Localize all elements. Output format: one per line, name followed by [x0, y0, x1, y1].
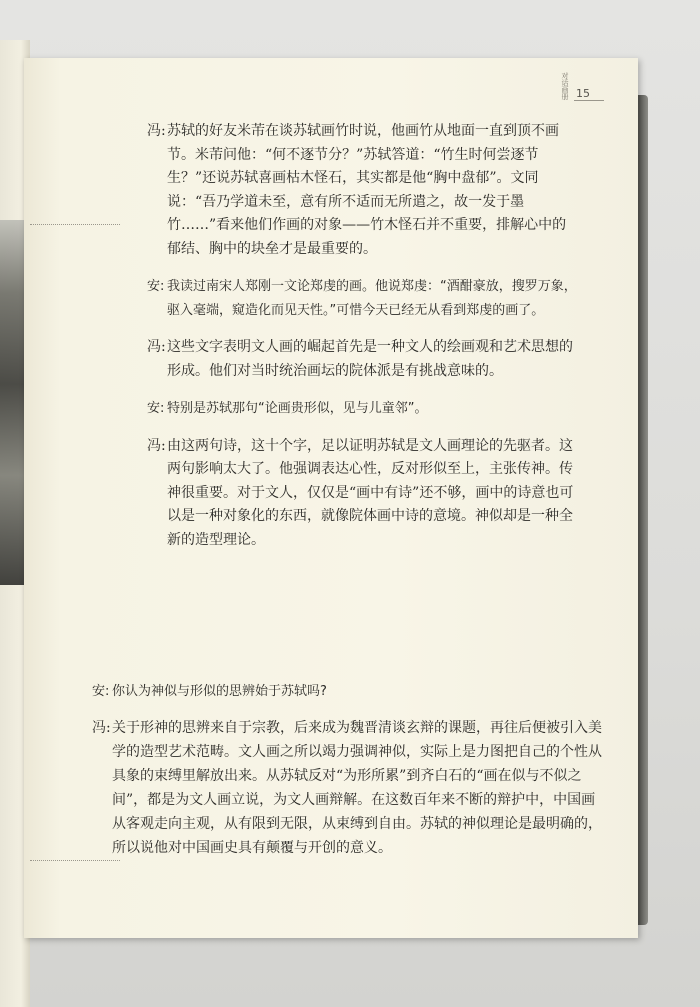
dialogue-turn	[147, 336, 577, 383]
dialogue-turn	[147, 275, 577, 322]
page-header	[560, 72, 630, 102]
dialogue-turn	[92, 680, 602, 704]
dialogue-section-2	[92, 680, 602, 872]
gutter-dotted-line	[30, 224, 120, 225]
dialogue-turn	[147, 120, 577, 261]
speaker-label: 安:	[147, 279, 165, 294]
utterance-text: 特别是苏轼那句“论画贵形似，见与儿童邻”。	[167, 401, 428, 416]
utterance-text: 苏轼的好友米芾在谈苏轼画竹时说，他画竹从地面一直到顶不画节。米芾问他：“何不逐节分？”苏轼答道：“竹生时何尝逐节生？”还说苏轼喜画枯木怪石，其实都是他“胸中盘郁”。文同说：“吾乃学道未至，意有所不适而无所遣之，故一发于墨竹……”看来他们作画的对象——竹木怪石并不重要，排解心中的郁结、胸中的块垒才是最重要的。	[167, 123, 567, 257]
speaker-label: 冯:	[147, 437, 166, 454]
speaker-label: 冯:	[147, 339, 166, 355]
utterance-text: 你认为神似与形似的思辨始于苏轼吗?	[112, 684, 327, 699]
dialogue-section-1	[147, 120, 577, 566]
speaker-label: 安:	[147, 401, 165, 416]
left-page-photo	[0, 220, 26, 585]
page-number: 15	[574, 87, 604, 101]
speaker-label: 安:	[92, 684, 110, 699]
utterance-text: 关于形神的思辨来自于宗教，后来成为魏晋清谈玄辩的课题，再往后便被引入美学的造型艺术范畴。文人画之所以竭力强调神似，实际上是力图把自己的个性从具象的束缚里解放出来。从苏轼反对“为形所累”到齐白石的“画在似与不似之间”，都是为文人画立说，为文人画辩解。在这数百年来不断的辩护中，中国画从客观走向主观，从有限到无限，从束缚到自由。苏轼的神似理论是最明确的，所以说他对中国画史具有颠覆与开创的意义。	[112, 720, 602, 856]
utterance-text: 这些文字表明文人画的崛起首先是一种文人的绘画观和艺术思想的形成。他们对当时统治画坛的院体派是有挑战意味的。	[167, 339, 573, 379]
dialogue-turn	[147, 397, 577, 421]
utterance-text: 我读过南宋人郑刚一文论郑虔的画。他说郑虔：“酒酣豪放，搜罗万象，驱入毫端，窥造化而见天性。”可惜今天已经无从看到郑虔的画了。	[167, 279, 577, 318]
utterance-text: 由这两句诗，这十个字，足以证明苏轼是文人画理论的先驱者。这两句影响太大了。他强调表达心性，反对形似至上，主张传神。传神很重要。对于文人，仅仅是“画中有诗”还不够，画中的诗意也可以是一种对象化的东西，就像院体画中诗的意境。神似却是一种全新的造型理论。	[167, 437, 574, 548]
dialogue-turn	[147, 435, 577, 553]
speaker-label: 冯:	[92, 720, 111, 736]
running-head: 对话画册	[561, 72, 569, 100]
speaker-label: 冯:	[147, 123, 166, 139]
dialogue-turn	[92, 716, 602, 860]
